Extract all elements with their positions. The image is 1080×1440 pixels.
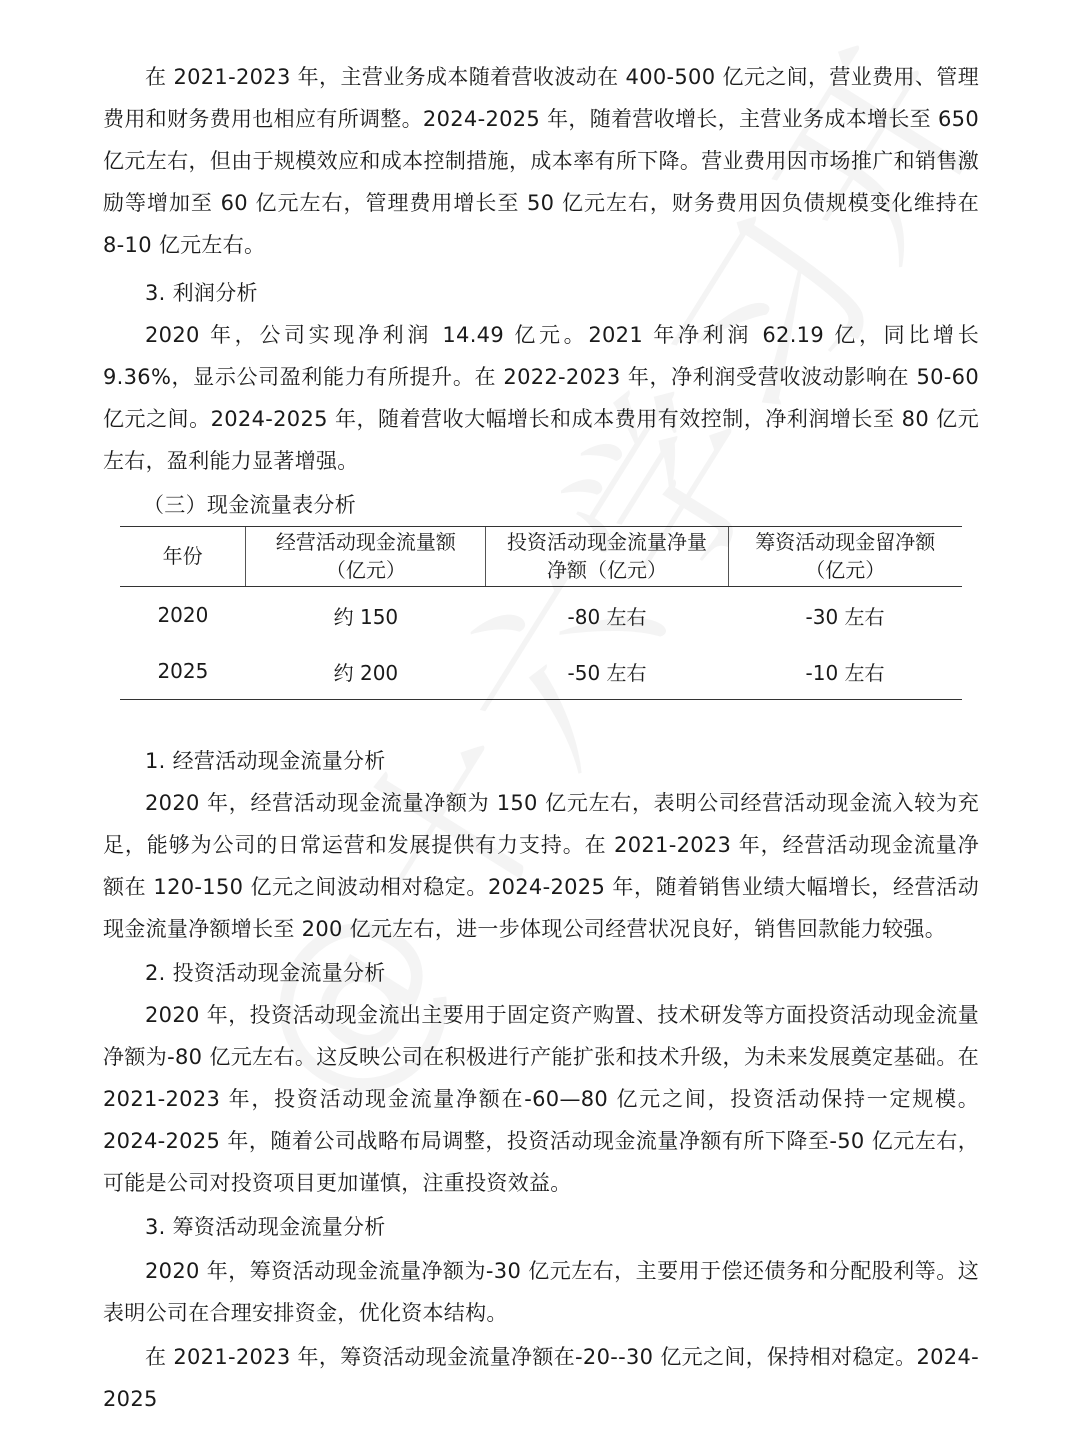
cell-investing: -80 左右 [567, 604, 647, 629]
heading-profit-analysis: 3. 利润分析 [145, 281, 258, 305]
table-header-row [120, 527, 962, 587]
cell-investing: -50 左右 [486, 643, 728, 700]
table-row [120, 643, 962, 700]
paragraph-operating-cashflow: 2020 年，经营活动现金流量净额为 150 亿元左右，表明公司经营活动现金流入较为充足，能够为公司的日常运营和发展提供有力支持。在 2021-2023 年，经营活动现金流量净额在 120-150 亿元之间波动相对稳定。2024-2025 年，随着销售业绩大幅增长，经营活动现金流量净额增长至 200 亿元左右，进一步体现公司经营状况良好，销售回款能力较强。 [103, 791, 979, 941]
cell-operating: 约 150 [333, 604, 399, 629]
heading-financing-cashflow: 3. 筹资活动现金流量分析 [145, 1215, 386, 1239]
cashflow-table [120, 526, 962, 700]
paragraph-investing-cashflow: 2020 年，投资活动现金流出主要用于固定资产购置、技术研发等方面投资活动现金流量净额为-80 亿元左右。这反映公司在积极进行产能扩张和技术升级，为未来发展奠定基础。在 2021-2023 年，投资活动现金流量净额在-60—80 亿元之间，投资活动保持一定规模。2024-2025 年，随着公司战略布局调整，投资活动现金流量净额有所下降至-50 亿元左右，可能是公司对投资项目更加谨慎，注重投资效益。 [103, 1003, 979, 1195]
heading-investing-cashflow: 2. 投资活动现金流量分析 [145, 961, 386, 985]
header-investing: 投资活动现金流量净量 净额（亿元） [486, 527, 728, 587]
heading-operating-cashflow: 1. 经营活动现金流量分析 [145, 749, 386, 773]
paragraph-financing-cashflow: 2020 年，筹资活动现金流量净额为-30 亿元左右，主要用于偿还债务和分配股利等。这表明公司在合理安排资金，优化资本结构。 [103, 1259, 979, 1325]
cell-financing: -10 左右 [728, 643, 962, 700]
paragraph-profit: 2020 年，公司实现净利润 14.49 亿元。2021 年净利润 62.19 亿，同比增长 9.36%，显示公司盈利能力有所提升。在 2022-2023 年，净利润受营收波动影响在 50-60 亿元之间。2024-2025 年，随着营收大幅增长和成本费用有效控制，净利润增长至 80 亿元左右，盈利能力显著增强。 [103, 323, 979, 473]
cell-year: 2020 [157, 603, 209, 627]
table-row [120, 587, 962, 644]
paragraph-cost: 在 2021-2023 年，主营业务成本随着营收波动在 400-500 亿元之间，营业费用、管理费用和财务费用也相应有所调整。2024-2025 年，随着营收增长，主营业务成本增长至 650 亿元左右，但由于规模效应和成本控制措施，成本率有所下降。营业费用因市场推广和销售激励等增加至 60 亿元左右，管理费用增长至 50 亿元左右，财务费用因负债规模变化维持在 8-10 亿元左右。 [103, 65, 979, 257]
cell-year: 2025 [120, 643, 246, 700]
header-operating: 经营活动现金流量额 （亿元） [246, 527, 486, 587]
header-year: 年份 [120, 527, 246, 587]
cell-financing: -30 左右 [805, 604, 885, 629]
paragraph-financing-trend: 在 2021-2023 年，筹资活动现金流量净额在-20--30 亿元之间，保持相对稳定。2024-2025 [103, 1345, 979, 1411]
heading-cashflow-statement: （三）现金流量表分析 [143, 493, 356, 517]
header-financing: 筹资活动现金留净额 （亿元） [728, 527, 962, 587]
cell-operating: 约 200 [246, 643, 486, 700]
